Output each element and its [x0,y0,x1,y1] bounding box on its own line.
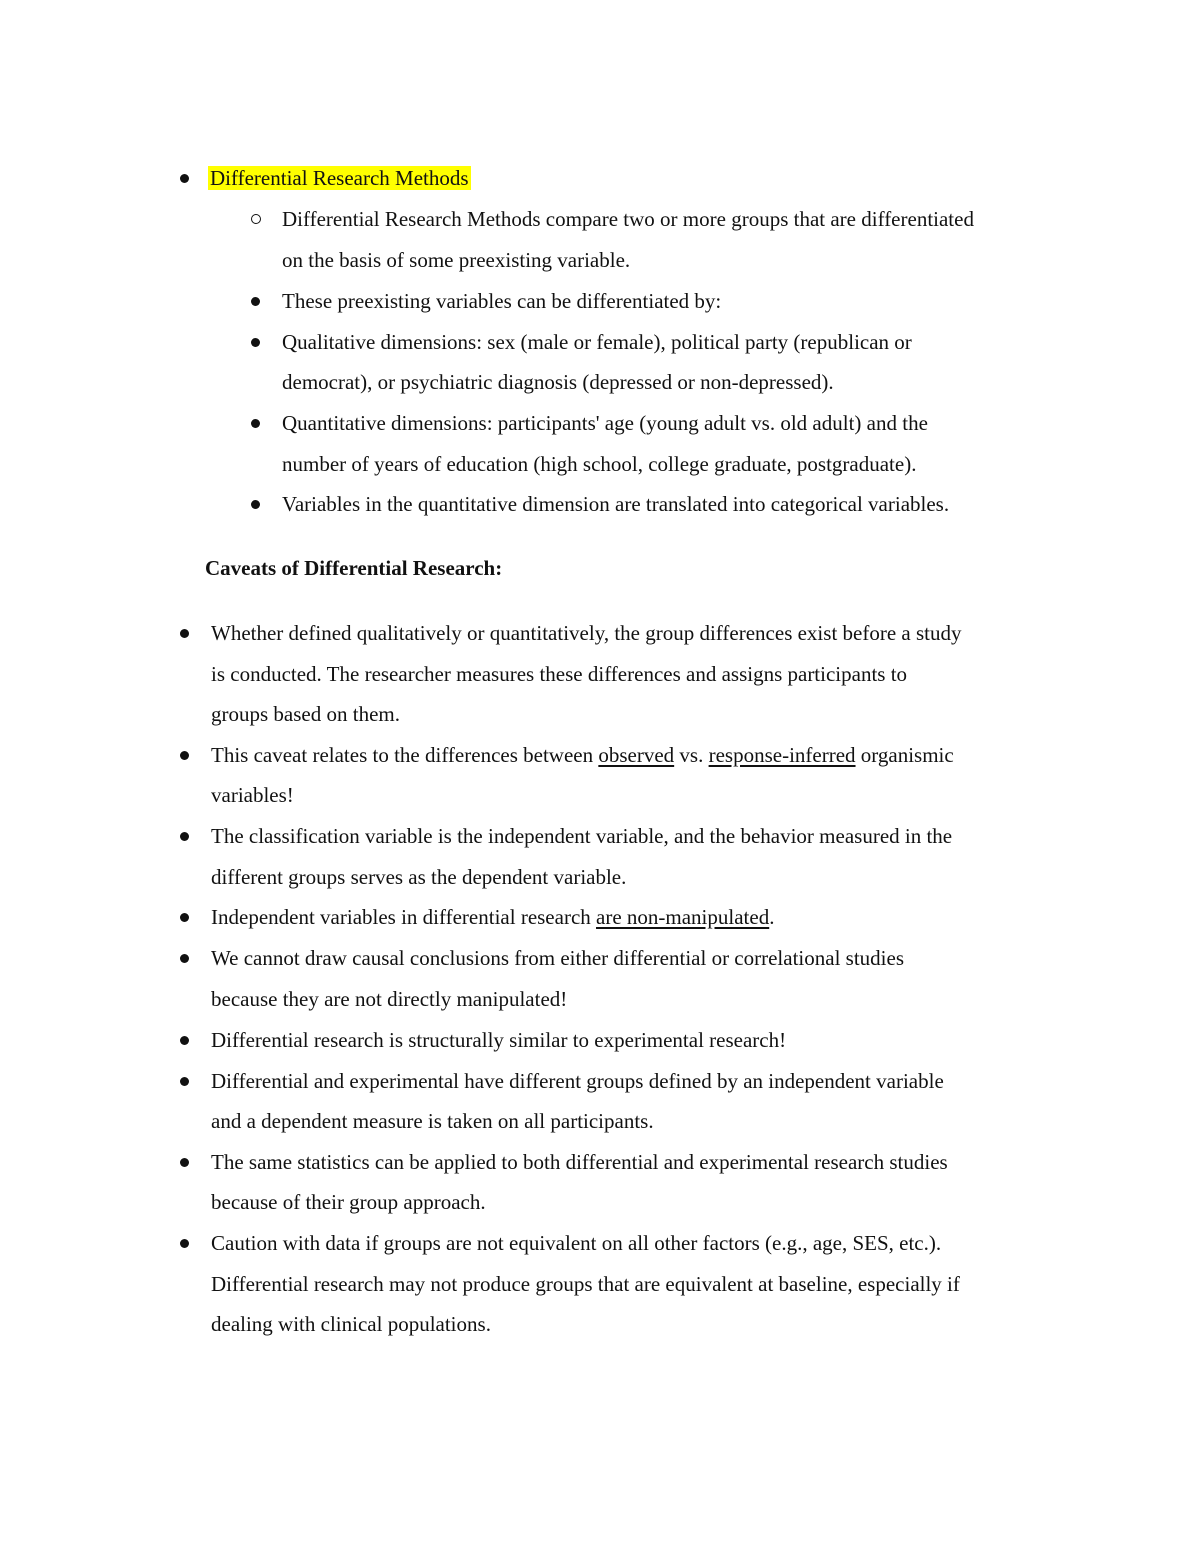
list-item: Differential research may not produce groups that are equivalent at baseline, especially if [211,1272,960,1296]
bullet-icon [180,832,189,841]
list-item: different groups serves as the dependent variable. [211,865,627,889]
text-run: Independent variables in differential research [211,905,597,929]
sub-item-line: Differential Research Methods compare two or more groups that are differentiated [282,207,974,231]
bullet-icon [180,174,189,183]
list-item: We cannot draw causal conclusions from either differential or correlational studies [211,946,904,970]
bullet-icon [180,1077,189,1086]
list-item: Differential and experimental have different groups defined by an independent variable [211,1069,944,1093]
list-item: because of their group approach. [211,1190,486,1214]
list-item: Variables in the quantitative dimension are translated into categorical variables. [282,492,950,516]
list-item: Qualitative dimensions: sex (male or female), political party (republican or [282,330,912,354]
list-item: groups based on them. [211,702,400,726]
bullet-icon [180,629,189,638]
list-item: is conducted. The researcher measures these differences and assigns participants to [211,662,908,686]
list-item: Quantitative dimensions: participants' age (young adult vs. old adult) and the [282,411,928,435]
underlined-term-observed: observed [598,743,675,767]
list-item: democrat), or psychiatric diagnosis (depressed or non-depressed). [282,370,834,394]
list-item: These preexisting variables can be differentiated by: [282,289,722,313]
list-item: The classification variable is the independent variable, and the behavior measured in the [211,824,953,848]
bullet-icon [180,1036,189,1045]
list-item: variables! [211,783,294,807]
bullet-icon [251,500,260,509]
text-run: vs. [674,743,709,767]
list-item: The same statistics can be applied to both differential and experimental research studies [211,1150,948,1174]
section-title-highlight: Differential Research Methods [210,166,469,190]
list-item: Differential research is structurally similar to experimental research! [211,1028,787,1052]
circle-bullet-icon [251,214,261,224]
bullet-icon [251,297,260,306]
text-run: This caveat relates to the differences between [211,743,599,767]
list-item: dealing with clinical populations. [211,1312,491,1336]
list-item [211,735,954,775]
list-item: Whether defined qualitatively or quantitatively, the group differences exist before a study [211,621,962,645]
bullet-icon [180,1158,189,1167]
list-item: and a dependent measure is taken on all participants. [211,1109,654,1133]
text-run: . [769,905,775,929]
sub-item-line: on the basis of some preexisting variable. [282,248,631,272]
section-title [208,158,471,198]
caveats-heading: Caveats of Differential Research: [205,556,503,580]
bullet-icon [180,751,189,760]
bullet-icon [180,1239,189,1248]
bullet-icon [251,338,260,347]
bullet-icon [251,419,260,428]
list-item: because they are not directly manipulated! [211,987,568,1011]
text-run: organismic [855,743,954,767]
underlined-term-response-inferred: response-inferred [708,743,856,767]
list-item: Caution with data if groups are not equivalent on all other factors (e.g., age, SES, etc.). [211,1231,942,1255]
list-item: number of years of education (high school, college graduate, postgraduate). [282,452,917,476]
bullet-icon [180,913,189,922]
list-item [211,897,774,937]
bullet-icon [180,954,189,963]
underlined-term-non-manipulated: are non-manipulated [596,905,770,929]
